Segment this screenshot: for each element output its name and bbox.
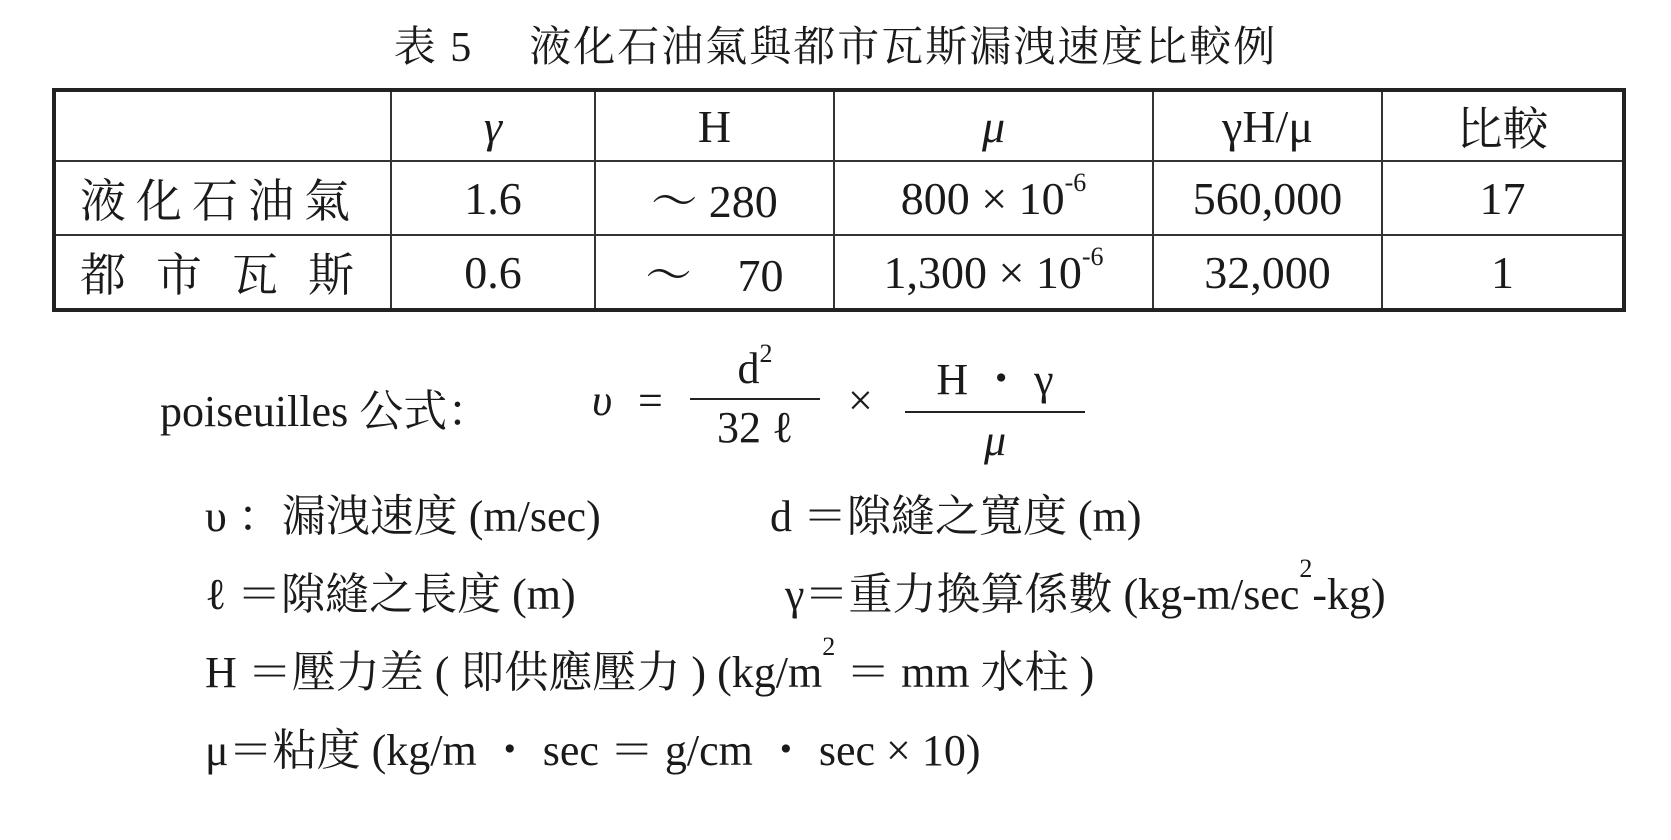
table-title: 液化石油氣與都市瓦斯漏洩速度比較例 [529, 25, 1278, 71]
header-empty [54, 90, 391, 161]
cell-ratio: 560,000 [1153, 161, 1382, 235]
cell-ratio: 32,000 [1153, 235, 1382, 310]
mu-exponent: -6 [1064, 167, 1087, 197]
cell-compare: 17 [1382, 161, 1624, 235]
formula-lhs: υ [592, 376, 613, 425]
fraction-numerator: $d^2$ [690, 343, 820, 400]
table-row [54, 235, 1624, 310]
cell-h: ～ 70 [595, 235, 834, 310]
row-label-lpg: 液化石油氣 [54, 161, 391, 235]
mu-base: 1,300 × 10 [883, 246, 1082, 298]
header-h: H [595, 90, 834, 161]
definition-l: ℓ ＝隙縫之長度 (m) [205, 570, 576, 619]
mu-exponent: -6 [1081, 241, 1104, 271]
fraction-numerator: H ・ γ [905, 343, 1085, 413]
mu-base: 800 × 10 [900, 172, 1065, 224]
cell-gamma: 0.6 [391, 235, 595, 310]
table-header-row [54, 90, 1624, 161]
cell-gamma: 1.6 [391, 161, 595, 235]
header-mu: μ [834, 90, 1153, 161]
formula-label: poiseuilles 公式： [160, 387, 492, 436]
definition-v: υ ：漏洩速度 (m/sec) [205, 492, 601, 541]
definition-mu: μ＝粘度 (kg/m ・ sec ＝ g/cm ・ sec × 10) [205, 726, 981, 775]
formula-equals: = [638, 376, 663, 425]
formula-times: × [848, 376, 873, 425]
comparison-table [52, 88, 1626, 312]
fraction-denominator: μ [983, 416, 1007, 465]
definition-h: H ＝壓力差 ( 即供應壓力 ) ($kg/m^2$ ＝ mm 水柱 ) [205, 632, 1095, 697]
row-label-city-gas: 都市瓦斯 [54, 235, 391, 310]
header-ratio: γH/μ [1153, 90, 1382, 161]
table-number: 表 5 [393, 25, 474, 71]
fraction-h-gamma [905, 343, 1085, 466]
cell-mu [834, 235, 1153, 310]
table-caption [0, 14, 1671, 74]
fraction-d-squared [690, 339, 820, 453]
table-row [54, 161, 1624, 235]
cell-h: ～ 280 [595, 161, 834, 235]
cell-compare: 1 [1382, 235, 1624, 310]
fraction-denominator: 32 ℓ [716, 403, 794, 452]
definition-d: d ＝隙縫之寬度 (m) [770, 492, 1142, 541]
header-gamma: γ [391, 90, 595, 161]
definition-gamma: γ＝重力換算係數 $(kg-m/\sec^2-kg)$ [785, 554, 1386, 619]
header-compare: 比較 [1382, 90, 1624, 161]
cell-mu [834, 161, 1153, 235]
